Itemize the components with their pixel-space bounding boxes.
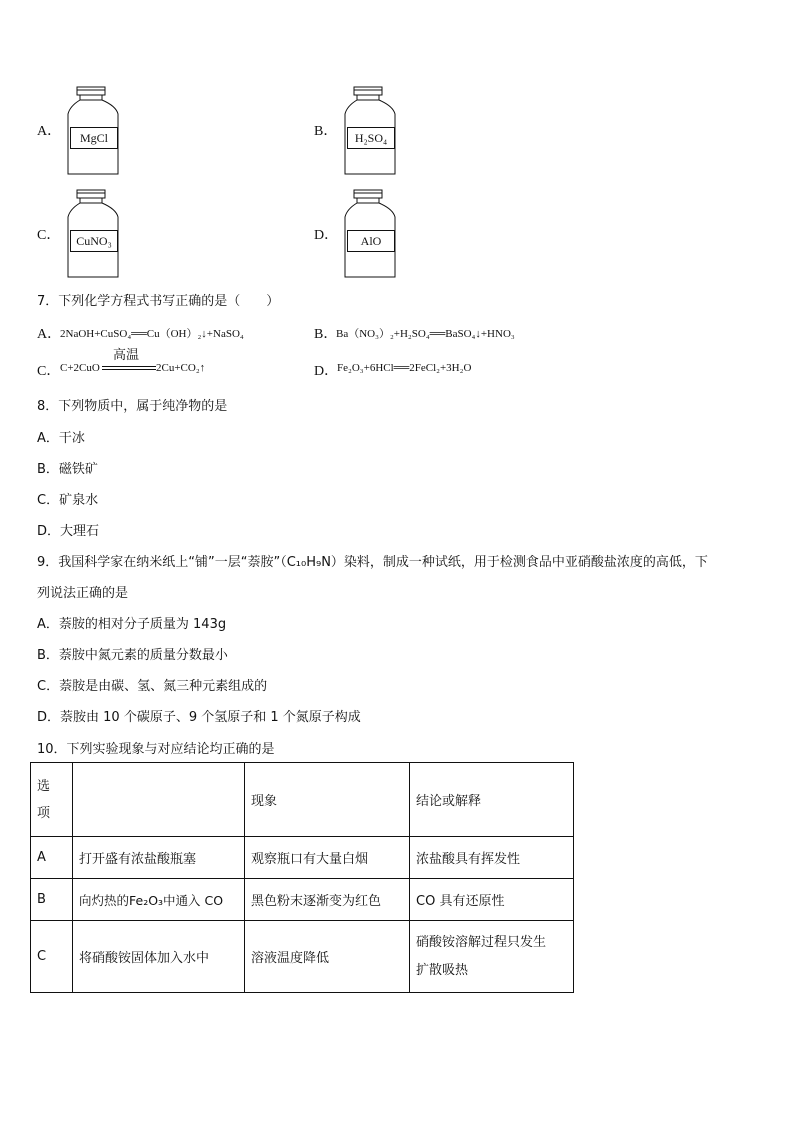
header-conclusion-cell: 结论或解释 [410, 763, 574, 837]
q9-stem-line2: 列说法正确的是 [37, 586, 129, 601]
table-row [31, 921, 574, 993]
q7-equals-line-top [102, 366, 156, 367]
q9-stem-line1: 9．我国科学家在纳米纸上“铺”一层“萘胺”（C₁₀H₉N）染料，制成一种试纸，用于检测食品中亚硝酸盐浓度的高低，下 [37, 555, 708, 570]
bottle-label-a: MgCl [70, 127, 118, 149]
reagent-bottle-c [66, 189, 126, 279]
q7-option-d-letter: D． [314, 364, 339, 379]
header-operation-cell [73, 763, 245, 837]
q9-option-d: D．萘胺由 10 个碳原子、9 个氢原子和 1 个氮原子构成 [37, 710, 361, 725]
header-option-cell [31, 763, 73, 837]
reagent-bottle-a [66, 86, 126, 176]
q10-stem: 10．下列实验现象与对应结论均正确的是 [37, 742, 275, 757]
q9-option-b: B．萘胺中氮元素的质量分数最小 [37, 648, 228, 663]
row-operation: 打开盛有浓盐酸瓶塞 [73, 837, 245, 879]
q8-option-b: B．磁铁矿 [37, 462, 98, 477]
q9-option-c: C．萘胺是由碳、氢、氮三种元素组成的 [37, 679, 268, 694]
row-operation: 向灼热的Fe₂O₃中通入 CO [73, 879, 245, 921]
row-conclusion: 浓盐酸具有挥发性 [410, 837, 574, 879]
row-conclusion-cell [410, 921, 574, 993]
q7-option-a-equation: 2NaOH+CuSO₄══Cu（OH）₂↓+NaSO₄ [60, 328, 244, 340]
q7-option-c-right: 2Cu+CO₂↑ [156, 362, 206, 374]
table-header-row [31, 763, 574, 837]
row-conclusion: CO 具有还原性 [410, 879, 574, 921]
table-row [31, 837, 574, 879]
q8-option-d: D．大理石 [37, 524, 100, 539]
q8-option-c: C．矿泉水 [37, 493, 99, 508]
q7-option-d-equation: Fe₂O₃+6HCl══2FeCl₂+3H₂O [337, 362, 472, 374]
q9-option-a: A．萘胺的相对分子质量为 143g [37, 617, 227, 632]
table-row [31, 879, 574, 921]
row-conclusion-line1: 硝酸铵溶解过程只发生 [416, 934, 547, 950]
header-option-line2: 项 [37, 805, 51, 821]
q7-option-c-left: C+2CuO [60, 362, 100, 374]
q7-option-b-letter: B． [314, 327, 338, 342]
header-option-line1: 选 [37, 778, 51, 794]
row-phenomenon: 溶液温度降低 [245, 921, 410, 993]
reagent-bottle-b [343, 86, 403, 176]
q6-option-b-letter: B． [314, 124, 338, 139]
q7-option-c-letter: C． [37, 364, 61, 379]
q7-option-b-equation: Ba（NO₃）₂+H₂SO₄══BaSO₄↓+HNO₃ [336, 328, 515, 340]
reagent-bottle-d [343, 189, 403, 279]
row-phenomenon: 观察瓶口有大量白烟 [245, 837, 410, 879]
q6-option-c-letter: C． [37, 228, 61, 243]
row-option: A [31, 837, 73, 879]
q7-reaction-condition: 高温 [113, 348, 140, 363]
q6-option-d-letter: D． [314, 228, 339, 243]
q10-table [30, 762, 574, 993]
q8-option-a: A．干冰 [37, 431, 85, 446]
q7-equals-line-bottom [102, 369, 156, 370]
bottle-label-b: H₂SO₄ [347, 127, 395, 149]
row-phenomenon: 黑色粉末逐渐变为红色 [245, 879, 410, 921]
row-conclusion-line2: 扩散吸热 [416, 962, 469, 978]
q8-stem: 8．下列物质中，属于纯净物的是 [37, 399, 228, 414]
q7-option-a-letter: A． [37, 327, 62, 342]
row-option: C [31, 921, 73, 993]
row-operation: 将硝酸铵固体加入水中 [73, 921, 245, 993]
q7-stem: 7．下列化学方程式书写正确的是（ ） [37, 294, 280, 309]
q6-option-a-letter: A． [37, 124, 62, 139]
row-option: B [31, 879, 73, 921]
header-phenomenon-cell: 现象 [245, 763, 410, 837]
bottle-label-c: CuNO₃ [70, 230, 118, 252]
bottle-label-d: AlO [347, 230, 395, 252]
